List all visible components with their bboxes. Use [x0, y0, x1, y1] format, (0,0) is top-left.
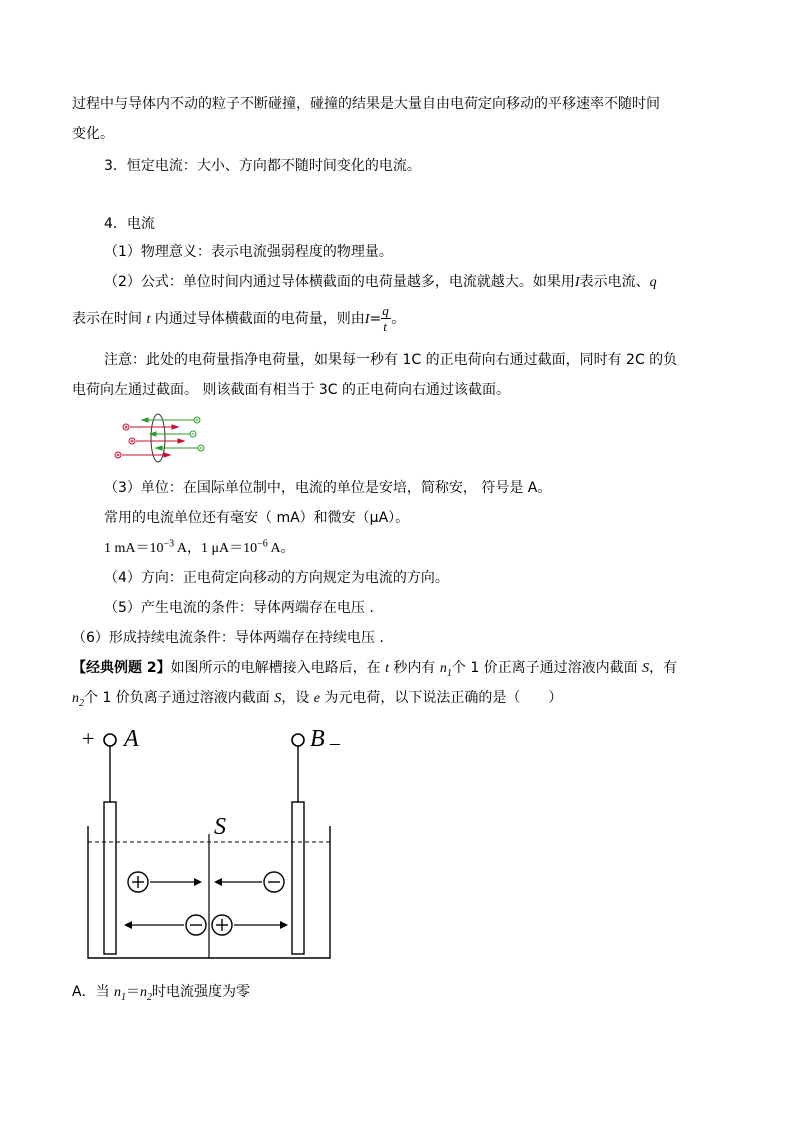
- example-title: 【经典例题 2】: [72, 660, 171, 676]
- formula-text-1: （2）公式：单位时间内通过导体横截面的电荷量越多，电流就越大。如果用I表示电流、q: [104, 274, 657, 290]
- electrolysis-figure: [72, 722, 342, 964]
- direction-text: （4）方向：正电荷定向移动的方向规定为电流的方向。: [104, 570, 449, 586]
- section-s-label: S: [214, 814, 226, 840]
- unit-line-3: 1 $mA=10^{-3}$ A，1 $\mu A=10^{-6}$ A。: [104, 538, 295, 556]
- unit-line-2: 常用的电流单位还有毫安（ mA）和微安（μA）。: [104, 510, 410, 526]
- example-line-2: $n_2$个 1 价负离子通过溶液内截面 S，设 e 为元电荷，以下说法正确的是（ ）: [72, 690, 563, 709]
- fraction-q-over-t: $\frac{q}{t}$: [381, 304, 391, 334]
- paragraph-line: 变化。: [72, 126, 114, 142]
- note-line-1: 注意：此处的电荷量指净电荷量，如果每一秒有 1C 的正电荷向右通过截面，同时有 2C 的负: [104, 352, 678, 368]
- charge-flow-figure: [108, 410, 208, 466]
- section-4-heading: 4．电流: [104, 216, 155, 232]
- option-a: A．当 $n_1=n_2$时电流强度为零: [72, 984, 251, 1003]
- minus-terminal-label: –: [330, 732, 340, 754]
- terminal-a-label: A: [124, 726, 139, 752]
- formula-text-2: 表示在时间 t 内通过导体横截面的电荷量，则由I= $\frac{q}{t}$ 。: [72, 303, 406, 334]
- condition-5-text: （5）产生电流的条件：导体两端存在电压 .: [104, 600, 374, 616]
- example-line-1: 【经典例题 2】如图所示的电解槽接入电路后，在 t 秒内有 $n_1$个 1 价正离子通过溶液内截面 S，有: [72, 660, 678, 679]
- note-line-2: 电荷向左通过截面。 则该截面有相当于 3C 的正电荷向右通过该截面。: [72, 382, 511, 398]
- section-3-text: 3．恒定电流：大小、方向都不随时间变化的电流。: [104, 158, 421, 174]
- meaning-text: （1）物理意义：表示电流强弱程度的物理量。: [104, 244, 393, 260]
- unit-line-1: （3）单位：在国际单位制中，电流的单位是安培，简称安， 符号是 A。: [104, 480, 552, 496]
- paragraph-line: 过程中与导体内不动的粒子不断碰撞，碰撞的结果是大量自由电荷定向移动的平移速率不随时间: [72, 96, 660, 112]
- condition-6-text: （6）形成持续电流条件：导体两端存在持续电压 .: [72, 630, 384, 646]
- plus-terminal-label: +: [82, 726, 95, 751]
- terminal-b-label: B: [310, 726, 325, 752]
